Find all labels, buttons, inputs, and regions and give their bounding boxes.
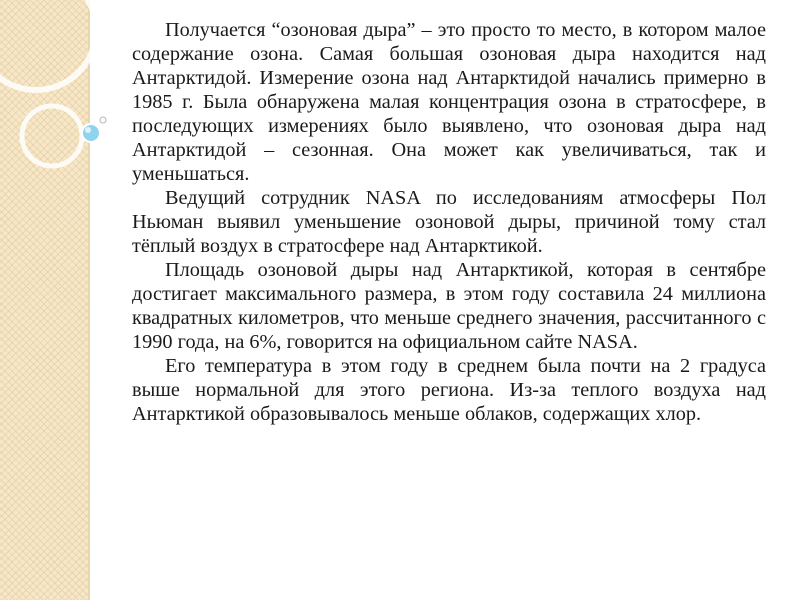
accent-bubble-highlight (85, 127, 91, 133)
decorative-circles (0, 0, 140, 260)
paragraph-ozone-hole: Получается “озоновая дыра” – это просто то место, в котором малое содержание озона. Самая большая озоновая дыра находится над Антарктидой. Измерение озона над Антарктидой начались примерно в 1985 г. Была обнаружена малая концентрация озона в стратосфере, в последующих измерениях было выявлено, что озоновая дыра над Антарктидой – сезонная. Она может как увеличиваться, так и уменьшаться. (132, 19, 766, 185)
paragraph-temperature: Его температура в этом году в среднем была почти на 2 градуса выше нормальной для этого региона. Из-за теплого воздуха над Антарктикой образовывалось меньше облаков, содержащих хлор. (132, 355, 766, 425)
text-body (132, 18, 766, 426)
paragraph-nasa-researcher: Ведущий сотрудник NASA по исследованиям атмосферы Пол Ньюман выявил уменьшение озоновой дыры, причиной тому стал тёплый воздух в стратосфере над Антарктикой. (132, 187, 766, 257)
accent-bubble (82, 124, 100, 142)
paragraph-ozone-area: Площадь озоновой дыры над Антарктикой, которая в сентябре достигает максимального размера, в этом году составила 24 миллиона квадратных километров, что меньше среднего значения, рассчитанного с 1990 года, на 6%, говорится на официальном сайте NASA. (132, 259, 766, 353)
medium-ring (22, 106, 82, 166)
small-dot (100, 117, 106, 123)
large-ring (0, 0, 96, 90)
